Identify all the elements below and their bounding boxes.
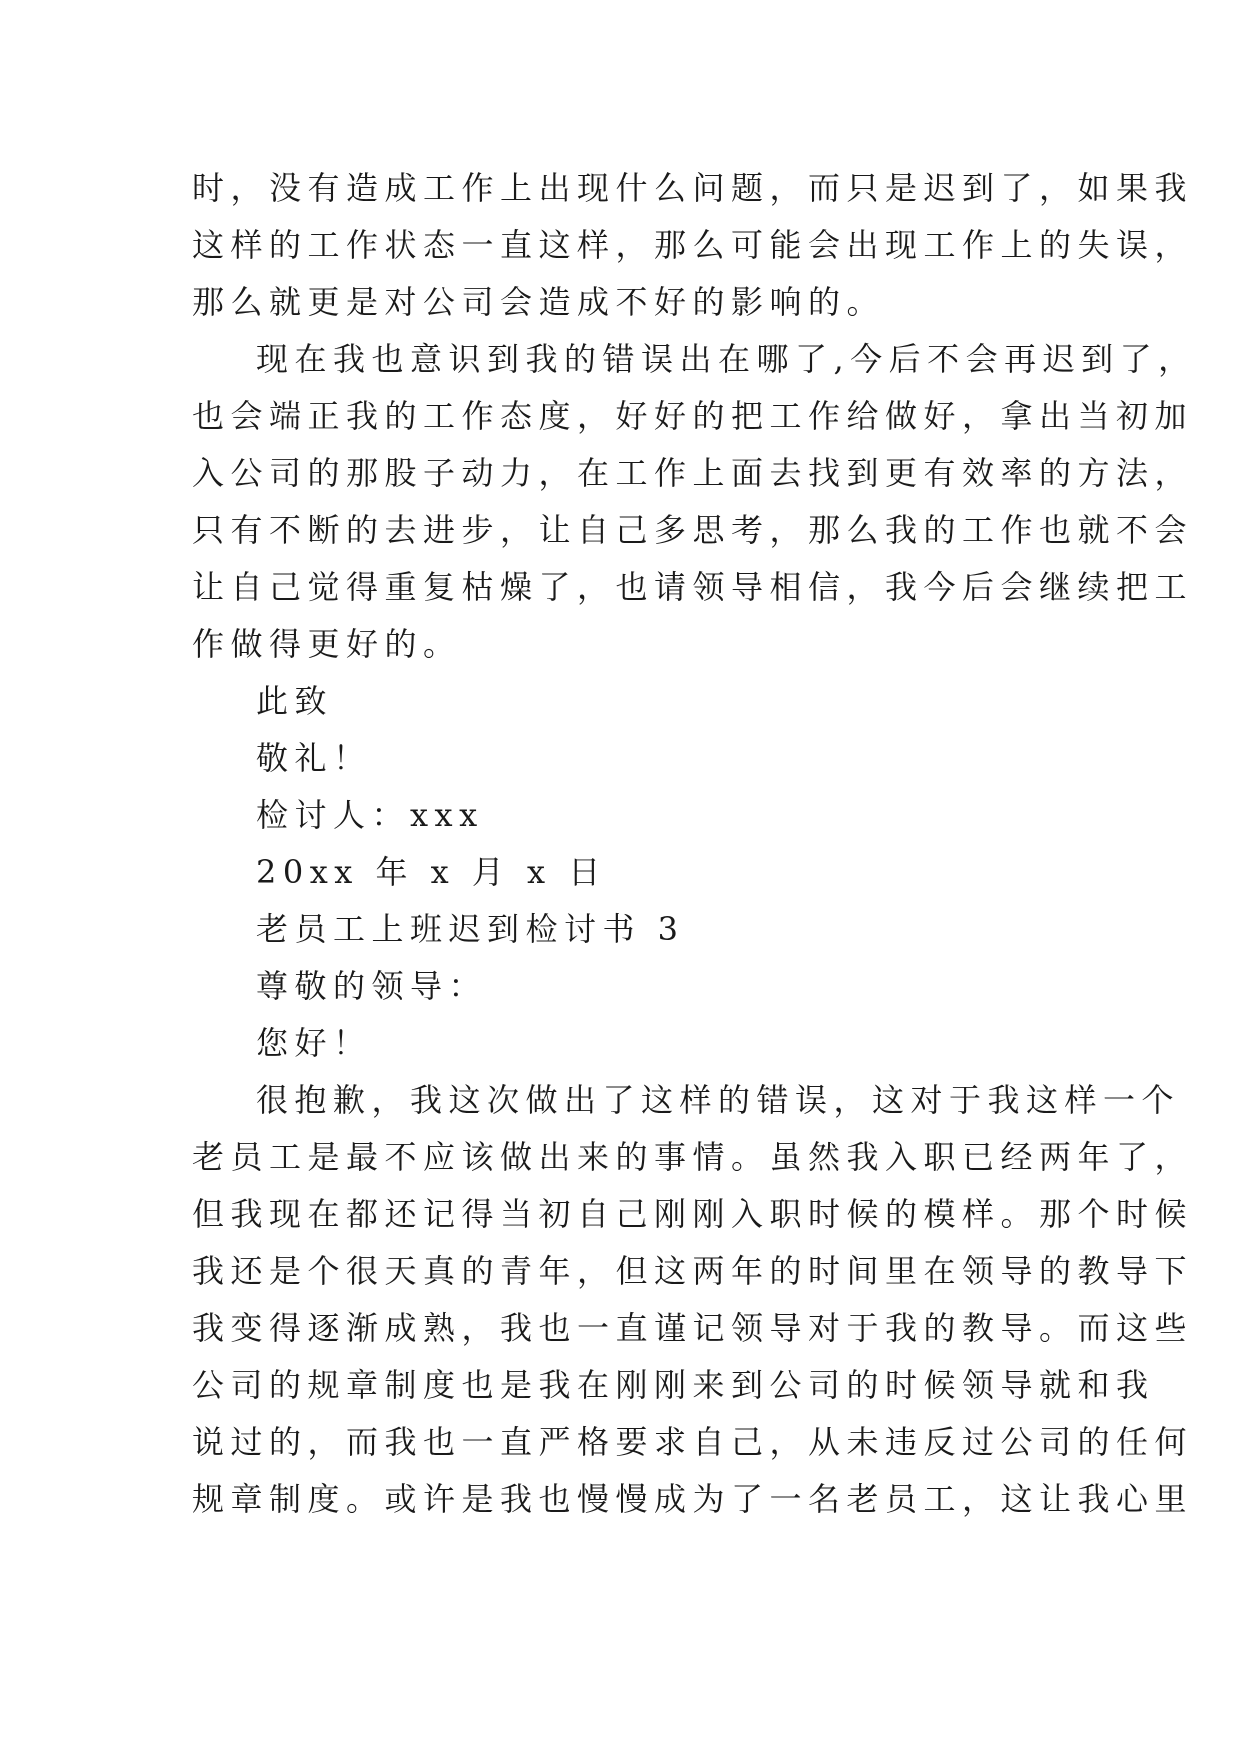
greeting-line: 尊敬的领导： xyxy=(256,967,488,1005)
text-line: 也会端正我的工作态度，好好的把工作给做好，拿出当初加 xyxy=(192,397,1194,435)
text-line: 只有不断的去进步，让自己多思考，那么我的工作也就不会 xyxy=(192,511,1194,549)
signature-line: 检讨人：xxx xyxy=(256,796,484,834)
greeting-line: 您好！ xyxy=(256,1024,372,1062)
text-line: 那么就更是对公司会造成不好的影响的。 xyxy=(192,283,886,321)
text-line: 公司的规章制度也是我在刚刚来到公司的时候领导就和我 xyxy=(192,1366,1155,1404)
text-line: 入公司的那股子动力，在工作上面去找到更有效率的方法， xyxy=(192,454,1194,492)
text-line: 我变得逐渐成熟，我也一直谨记领导对于我的教导。而这些 xyxy=(192,1309,1194,1347)
section-title: 老员工上班迟到检讨书 3 xyxy=(256,910,685,948)
text-line: 但我现在都还记得当初自己刚刚入职时候的模样。那个时候 xyxy=(192,1195,1194,1233)
text-line: 规章制度。或许是我也慢慢成为了一名老员工，这让我心里 xyxy=(192,1480,1194,1518)
text-line: 作做得更好的。 xyxy=(192,625,462,663)
paragraph-first-line: 现在我也意识到我的错误出在哪了,今后不会再迟到了， xyxy=(256,340,1197,378)
text-line: 说过的，而我也一直严格要求自己，从未违反过公司的任何 xyxy=(192,1423,1194,1461)
text-line: 我还是个很天真的青年，但这两年的时间里在领导的教导下 xyxy=(192,1252,1194,1290)
closing-salutation: 此致 xyxy=(256,682,334,720)
paragraph-first-line: 很抱歉，我这次做出了这样的错误，这对于我这样一个 xyxy=(256,1081,1181,1119)
text-line: 时，没有造成工作上出现什么问题，而只是迟到了，如果我 xyxy=(192,169,1194,207)
text-line: 让自己觉得重复枯燥了，也请领导相信，我今后会继续把工 xyxy=(192,568,1194,606)
closing-regards: 敬礼！ xyxy=(256,739,372,777)
text-line: 老员工是最不应该做出来的事情。虽然我入职已经两年了， xyxy=(192,1138,1194,1176)
text-line: 这样的工作状态一直这样，那么可能会出现工作上的失误， xyxy=(192,226,1194,264)
date-line: 20xx 年 x 月 x 日 xyxy=(256,853,607,891)
